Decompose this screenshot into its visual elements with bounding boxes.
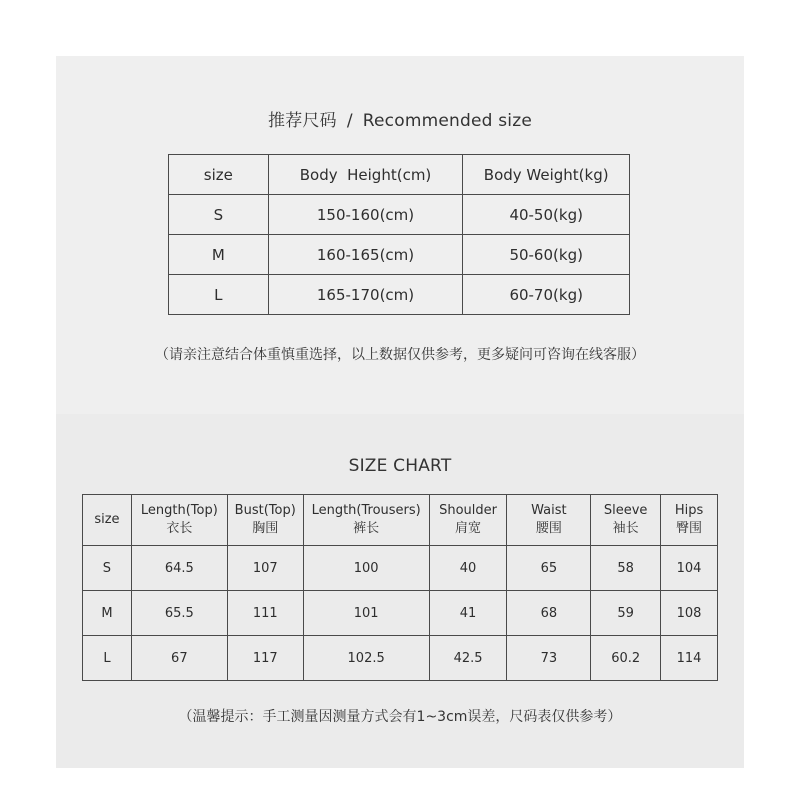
title-en: Recommended size [362,111,532,131]
header-en: Bust(Top) [234,503,296,518]
cell-value: 73 [507,636,591,681]
cell-height: 160-165(cm) [268,235,463,275]
table-header-row [169,155,630,195]
cell-value: 68 [507,591,591,636]
header-bust-top [227,495,303,546]
cell-size: M [169,235,269,275]
size-chart-panel [56,414,744,768]
cell-size: L [169,275,269,315]
cell-weight: 60-70(kg) [463,275,630,315]
header-size: size [169,155,269,195]
cell-value: 107 [227,546,303,591]
header-length-top [131,495,227,546]
size-chart-table [82,494,718,681]
table-row [83,636,718,681]
size-chart-note: （温馨提示：手工测量因测量方式会有1~3cm误差，尺码表仅供参考） [178,709,622,725]
header-cn: 衣长 [166,521,193,536]
cell-value: 102.5 [303,636,429,681]
cell-value: 58 [591,546,661,591]
cell-size: M [83,591,132,636]
cell-height: 150-160(cm) [268,195,463,235]
header-hips [661,495,718,546]
recommended-size-panel [56,56,744,414]
cell-value: 104 [661,546,718,591]
cell-weight: 50-60(kg) [463,235,630,275]
header-body-weight: Body Weight(kg) [463,155,630,195]
table-row [169,235,630,275]
header-en: Hips [674,503,704,518]
header-en: Waist [531,503,567,518]
cell-value: 65 [507,546,591,591]
header-cn: 裤长 [353,521,380,536]
cell-height: 165-170(cm) [268,275,463,315]
header-body-height: Body Height(cm) [268,155,463,195]
header-shoulder [429,495,507,546]
cell-value: 101 [303,591,429,636]
header-en: Length(Top) [140,503,218,518]
header-en: Sleeve [603,503,648,518]
table-row [169,195,630,235]
table-row [83,546,718,591]
cell-value: 114 [661,636,718,681]
header-waist [507,495,591,546]
header-sleeve [591,495,661,546]
recommended-size-table [168,154,630,315]
table-header-row [83,495,718,546]
header-en: Length(Trousers) [311,503,421,518]
cell-value: 64.5 [131,546,227,591]
cell-value: 65.5 [131,591,227,636]
cell-value: 59 [591,591,661,636]
size-chart-title: SIZE CHART [348,456,452,476]
cell-size: L [83,636,132,681]
cell-size: S [83,546,132,591]
header-cn: 腰围 [535,521,562,536]
header-cn: 胸围 [252,521,279,536]
cell-value: 108 [661,591,718,636]
recommended-size-title [56,106,744,131]
title-cn: 推荐尺码 [268,111,337,131]
header-cn: 袖长 [612,521,639,536]
table-row [83,591,718,636]
cell-value: 67 [131,636,227,681]
cell-size: S [169,195,269,235]
cell-value: 100 [303,546,429,591]
cell-value: 60.2 [591,636,661,681]
table-row [169,275,630,315]
cell-value: 41 [429,591,507,636]
cell-weight: 40-50(kg) [463,195,630,235]
cell-value: 40 [429,546,507,591]
header-length-trousers [303,495,429,546]
cell-value: 117 [227,636,303,681]
recommended-note: （请亲注意结合体重慎重选择，以上数据仅供参考，更多疑问可咨询在线客服） [155,347,645,363]
cell-value: 111 [227,591,303,636]
header-size: size [83,495,132,546]
cell-value: 42.5 [429,636,507,681]
header-cn: 肩宽 [455,521,482,536]
header-cn: 臀围 [676,521,703,536]
title-separator: / [346,111,353,131]
header-en: Shoulder [439,503,497,518]
